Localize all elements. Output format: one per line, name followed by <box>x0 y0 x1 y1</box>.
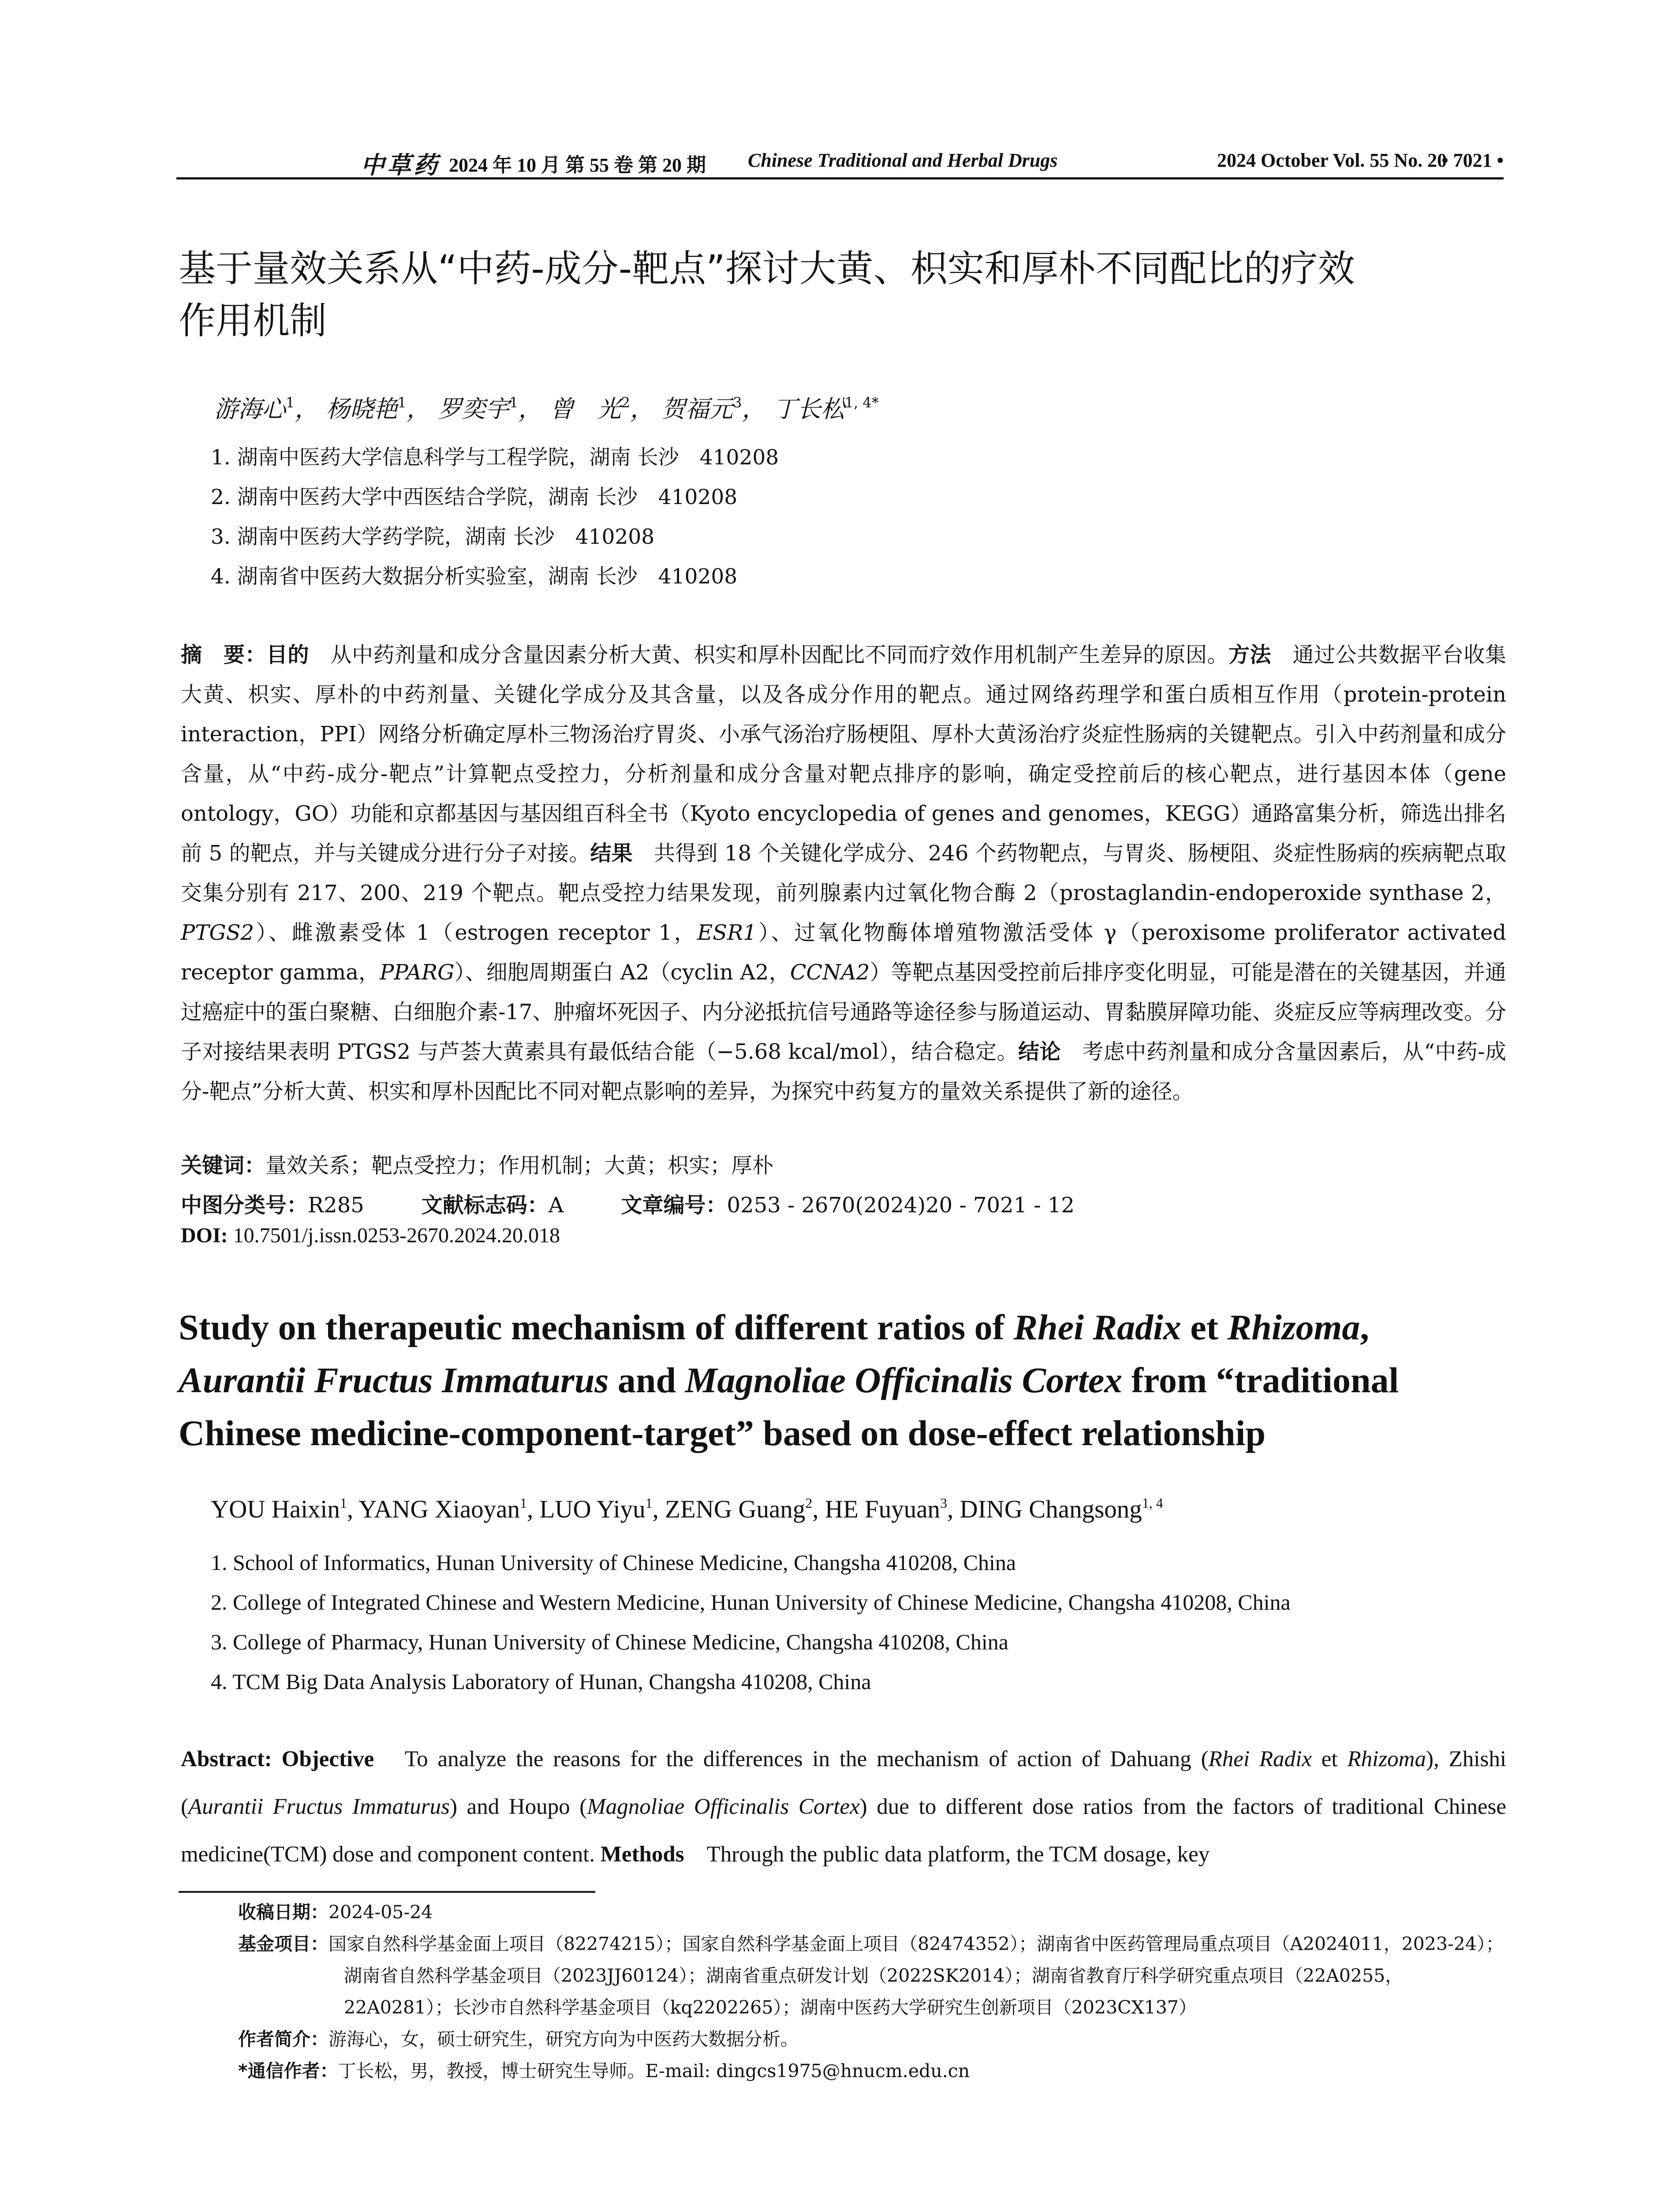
abstract-en-italic: Magnoliae Officinalis Cortex <box>587 1794 860 1819</box>
footnote-received <box>238 1896 1508 1928</box>
clc-value: R285 <box>308 1193 364 1218</box>
author-affiliation-mark: 1 <box>340 1495 347 1511</box>
title-en-italic: Aurantii Fructus Immaturus <box>179 1360 609 1400</box>
objective-label: 目的 <box>266 643 309 667</box>
abstract-en-text: Through the public data platform, the TCM dosage, key <box>706 1842 1210 1867</box>
author-en: LUO Yiyu <box>539 1495 646 1523</box>
author-en: YOU Haixin <box>211 1495 340 1523</box>
title-en-italic: Magnoliae Officinalis Cortex <box>685 1360 1123 1400</box>
doi-label: DOI: <box>181 1224 228 1247</box>
author-affiliation-mark: 2 <box>621 394 630 411</box>
author-affiliation-mark: 1, 4* <box>844 394 879 411</box>
title-en-text: from “traditional <box>1122 1360 1399 1400</box>
affiliation-en: 3. College of Pharmacy, Hunan University of Chinese Medicine, Changsha 410208, China <box>211 1629 1008 1654</box>
abstract-en-italic: Rhei Radix <box>1208 1747 1312 1771</box>
abstract-en-text: ) and Houpo ( <box>449 1794 587 1819</box>
author-affiliation-mark: 1 <box>397 394 407 411</box>
title-en-italic: Rhei Radix <box>1013 1307 1181 1347</box>
footnote-text: 游海心，女，硕士研究生，研究方向为中医药大数据分析。 <box>329 2029 799 2050</box>
author-en: YANG Xiaoyan <box>358 1495 520 1523</box>
abstract-cn-body <box>181 635 1506 1111</box>
title-en-text: et <box>1181 1307 1228 1347</box>
footnote-author <box>238 2023 1508 2055</box>
author-cn: 罗奕宇 <box>438 395 510 423</box>
abstract-en-text: et <box>1311 1747 1348 1771</box>
doc-code-label: 文献标志码： <box>421 1193 549 1218</box>
author-cn: 杨晓艳 <box>326 395 398 423</box>
keywords-label: 关键词： <box>181 1153 266 1178</box>
journal-name-en: Chinese Traditional and Herbal Drugs <box>748 149 1058 171</box>
keywords-text: 量效关系；靶点受控力；作用机制；大黄；枳实；厚朴 <box>265 1153 774 1178</box>
author-en: ZENG Guang <box>665 1495 806 1523</box>
footnote-label: 基金项目： <box>238 1933 329 1955</box>
methods-text: 通过公共数据平台收集大黄、枳实、厚朴的中药剂量、关键化学成分及其含量，以及各成分作用的靶点。通过网络药理学和蛋白质相互作用（protein-protein interaction，PPI）网络分析确定厚朴三物汤治疗胃炎、小承气汤治疗肠梗阻、厚朴大黄汤治疗炎症性肠病的关键靶点。引入中药剂量和成分含量，从“中药-成分-靶点”计算靶点受控力，分析剂量和成分含量对靶点排序的影响，确定受控前后的核心靶点，进行基因本体（gene ontology，GO）功能和京都基因与基因组百科全书（Kyoto encyclopedia of genes and genomes，KEGG）通路富集分析，筛选出排名前 5 的靶点，并与关键成分进行分子对接。 <box>181 643 1506 866</box>
author-affiliation-mark: 3 <box>940 1495 948 1511</box>
journal-name-cn: 中草药 <box>361 151 440 179</box>
footnote-text: 国家自然科学基金面上项目（82274215）；国家自然科学基金面上项目（82474352）；湖南省中医药管理局重点项目（A2024011，2023-24）；湖南省自然科学基金项目（2023JJ60124）；湖南省重点研发计划（2022SK2014）；湖南省教育厅科学研究重点项目（22A0255，22A0281）；长沙市自然科学基金项目（kq2202265）；湖南中医药大学研究生创新项目（2023CX137） <box>329 1933 1504 2018</box>
footnote-label: 作者简介： <box>238 2029 329 2050</box>
author-en: DING Changsong <box>959 1495 1142 1523</box>
title-en <box>179 1301 1510 1460</box>
abstract-cn <box>181 635 1506 1111</box>
affiliation-cn: 4. 湖南省中医药大数据分析实验室，湖南 长沙 410208 <box>211 564 738 589</box>
author-affiliation-mark: 1 <box>519 1495 527 1511</box>
abstract-en <box>181 1735 1506 1878</box>
keywords-cn <box>181 1146 1075 1185</box>
gene-name: ESR1 <box>697 920 757 945</box>
doi-line <box>181 1223 560 1248</box>
title-en-text: Study on therapeutic mechanism of different ratios of <box>179 1307 1014 1347</box>
affiliation-en: 1. School of Informatics, Hunan University of Chinese Medicine, Changsha 410208, China <box>211 1550 1016 1575</box>
title-en-line-1 <box>179 1301 1510 1354</box>
authors-en: YOU Haixin$^1$, YANG Xiaoyan$^1$, LUO Yiyu$^1$, ZENG Guang$^2$, HE Fuyuan$^3$, DING Changsong$^{1, 4}$ <box>211 1495 1163 1523</box>
abstract-en-italic: Aurantii Fructus Immaturus <box>188 1794 450 1819</box>
conclusion-label: 结论 <box>1018 1039 1061 1064</box>
affiliation-cn: 2. 湖南中医药大学中西医结合学院，湖南 长沙 410208 <box>211 485 738 509</box>
title-en-line-3: Chinese medicine-component-target” based on dose-effect relationship <box>179 1413 1266 1453</box>
results-text: ）、雌激素受体 1（estrogen receptor 1， <box>254 920 698 945</box>
article-no-value: 0253 - 2670(2024)20 - 7021 - 12 <box>727 1193 1075 1218</box>
doc-code-value: A <box>548 1193 564 1218</box>
page-number: • 7021 • <box>1441 149 1504 171</box>
header-divider <box>176 177 1504 179</box>
author-affiliation-mark: 2 <box>805 1495 813 1511</box>
title-en-italic: Rhizoma <box>1227 1307 1360 1347</box>
classification-line <box>181 1185 1075 1225</box>
issue-info-cn: 2024 年 10 月 第 55 卷 第 20 期 <box>449 154 706 176</box>
footnote-divider <box>179 1891 595 1893</box>
affiliation-cn: 1. 湖南中医药大学信息科学与工程学院，湖南 长沙 410208 <box>211 445 779 470</box>
title-en-text: and <box>609 1360 685 1400</box>
author-cn: 曾 光 <box>549 395 621 423</box>
affiliations-cn <box>211 438 779 597</box>
author-cn: 贺福元 <box>661 395 733 423</box>
doi-value: 10.7501/j.issn.0253-2670.2024.20.018 <box>233 1224 560 1247</box>
running-header <box>176 142 1504 177</box>
abstract-en-text: ) due to different dose ratios from the factors of traditional Chinese medicine(TCM) dose and component content. <box>181 1794 1506 1867</box>
affiliation-cn: 3. 湖南中医药大学药学院，湖南 长沙 410208 <box>211 525 655 549</box>
article-no-label: 文章编号： <box>621 1193 727 1218</box>
author-cn: 游海心 <box>214 395 286 423</box>
title-en-text: , <box>1360 1307 1369 1347</box>
abstract-cn-label: 摘 要： <box>181 643 266 667</box>
title-en-line-2 <box>179 1354 1510 1407</box>
footnotes <box>238 1896 1508 2087</box>
abstract-en-text: ), Zhishi ( <box>181 1747 1506 1819</box>
footnote-label: 收稿日期： <box>238 1902 329 1923</box>
gene-name: CCNA2 <box>790 960 870 985</box>
conclusion-text: 考虑中药剂量和成分含量因素后，从“中药-成分-靶点”分析大黄、枳实和厚朴因配比不同对靶点影响的差异，为探究中药复方的量效关系提供了新的途径。 <box>181 1039 1506 1104</box>
methods-label: 方法 <box>1228 643 1272 667</box>
author-en: HE Fuyuan <box>825 1495 941 1523</box>
footnote-corresponding <box>238 2055 1508 2087</box>
title-cn-line-1: 基于量效关系从“中药-成分-靶点”探讨大黄、枳实和厚朴不同配比的疗效 <box>179 247 1355 290</box>
title-cn <box>179 243 1510 347</box>
author-affiliation-mark: 1, 4 <box>1142 1495 1163 1511</box>
footnote-text: 丁长松，男，教授，博士研究生导师。E-mail: dingcs1975@hnucm.edu.cn <box>338 2060 970 2082</box>
author-affiliation-mark: 1 <box>645 1495 653 1511</box>
issue-info-en: 2024 October Vol. 55 No. 20 <box>1217 149 1447 171</box>
affiliation-en: 2. College of Integrated Chinese and Western Medicine, Hunan University of Chinese Medicine, Changsha 410208, China <box>211 1590 1291 1615</box>
affiliation-en: 4. TCM Big Data Analysis Laboratory of Hunan, Changsha 410208, China <box>211 1669 871 1694</box>
authors-cn: 游海心$^1$， 杨晓艳$^1$， 罗奕宇$^1$， 曾 光$^2$， 贺福元$^3$， 丁长松$^{1, 4*}$ <box>214 394 879 423</box>
footnote-text: 2024-05-24 <box>329 1902 433 1923</box>
title-cn-line-2: 作用机制 <box>179 299 327 342</box>
author-cn: 丁长松 <box>773 395 845 423</box>
keywords-block <box>181 1146 1075 1225</box>
gene-name: PTGS2 <box>181 920 254 945</box>
author-affiliation-mark: 1 <box>286 394 295 411</box>
methods-label-en: Methods <box>600 1842 684 1867</box>
clc-label: 中图分类号： <box>181 1193 308 1218</box>
results-text: 共得到 18 个关键化学成分、246 个药物靶点，与胃炎、肠梗阻、炎症性肠病的疾病靶点取交集分别有 217、200、219 个靶点。靶点受控力结果发现，前列腺素内过氧化物合酶 2（prostaglandin-endoperoxide synthase 2， <box>181 841 1506 905</box>
results-text: ）等靶点基因受控前后排序变化明显，可能是潜在的关键基因，并通过癌症中的蛋白聚糖、白细胞介素-17、肿瘤坏死因子、内分泌抵抗信号通路等途径参与肠道运动、胃黏膜屏障功能、炎症反应等病理改变。分子对接结果表明 PTGS2 与芦荟大黄素具有最低结合能（−5.68 kcal/mol），结合稳定。 <box>181 960 1506 1064</box>
abstract-en-label: Abstract: Objective <box>181 1747 374 1771</box>
footnote-fund <box>238 1928 1508 2023</box>
results-text: ）、细胞周期蛋白 A2（cyclin A2， <box>454 960 790 985</box>
gene-name: PPARG <box>380 960 455 985</box>
footnote-label: *通信作者： <box>238 2060 338 2082</box>
author-affiliation-mark: 1 <box>509 394 519 411</box>
author-affiliation-mark: 3 <box>733 394 742 411</box>
results-label: 结果 <box>590 841 633 866</box>
abstract-en-italic: Rhizoma <box>1347 1747 1426 1771</box>
results-text: ）、过氧化物酶体增殖物激活受体 γ（peroxisome proliferator activated receptor gamma， <box>181 920 1506 985</box>
abstract-en-text: To analyze the reasons for the differences in the mechanism of action of Dahuang ( <box>404 1747 1209 1771</box>
objective-text: 从中药剂量和成分含量因素分析大黄、枳实和厚朴因配比不同而疗效作用机制产生差异的原因。 <box>330 643 1229 667</box>
affiliations-en <box>211 1543 1291 1701</box>
